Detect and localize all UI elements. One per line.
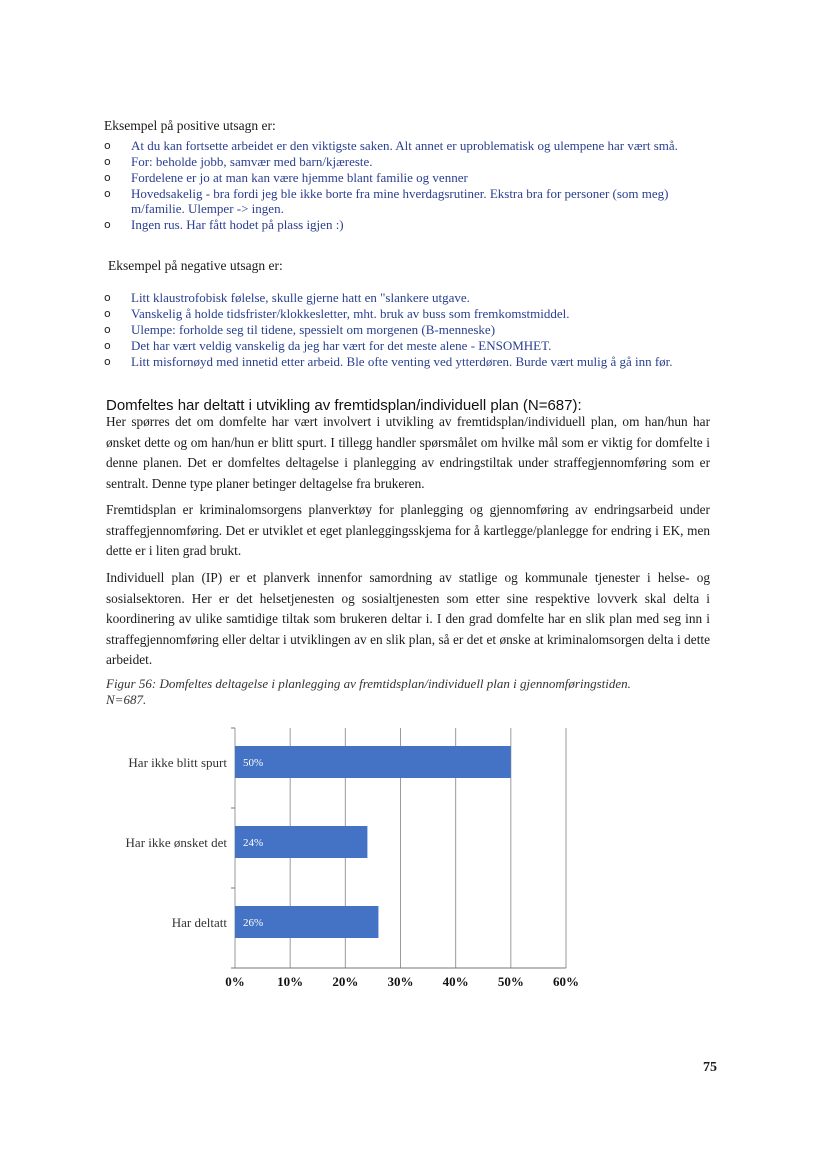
- paragraph: Her spørres det om domfelte har vært involvert i utvikling av fremtidsplan/individuell plan, om han/hun har ønsket dette og om han/hun er blitt spurt. I tillegg handler spørsmålet om hvilke mål som er viktig for domfelte i denne planen. Det er domfeltes deltagelse i planlegging av endringstiltak under straffegjennomføring som er sentralt. Denne type planer betinger deltagelse fra brukeren.: [106, 414, 710, 491]
- list-item: o Vanskelig å holde tidsfrister/klokkesletter, mht. bruk av buss som fremkomstmiddel.: [104, 306, 570, 321]
- bullet-icon: o: [104, 187, 111, 200]
- positive-title: Eksempel på positive utsagn er:: [104, 118, 276, 133]
- bullet-icon: o: [104, 139, 111, 152]
- section-heading: Domfeltes har deltatt i utvikling av fremtidsplan/individuell plan (N=687):: [106, 397, 582, 414]
- list-item: o Fordelene er jo at man kan være hjemme blant familie og venner: [104, 170, 468, 185]
- bullet-icon: o: [104, 218, 111, 231]
- bar-value-label: 26%: [243, 917, 264, 929]
- x-tick-label: 30%: [387, 974, 414, 989]
- x-tick-label: 10%: [277, 974, 304, 989]
- bullet-icon: o: [104, 323, 111, 336]
- bar-value-label: 24%: [243, 837, 264, 849]
- list-item: o Ulempe: forholde seg til tidene, spessielt om morgenen (B-menneske): [104, 322, 496, 337]
- list-item: o Litt klaustrofobisk følelse, skulle gjerne hatt en "slankere utgave.: [104, 290, 470, 305]
- list-item: o Ingen rus. Har fått hodet på plass igjen :): [104, 217, 344, 232]
- list-item: o Hovedsakelig - bra fordi jeg ble ikke borte fra mine hverdagsrutiner. Ekstra bra for personer (som meg) m/familie. Ulemper -> ingen.: [104, 186, 669, 216]
- caption-line: N=687.: [106, 692, 147, 707]
- list-item: o At du kan fortsette arbeidet er den viktigste saken. Alt annet er uproblematisk og ulempene har vært små.: [104, 138, 678, 153]
- list-item: o For: beholde jobb, samvær med barn/kjæreste.: [104, 154, 373, 169]
- caption-line: Figur 56: Domfeltes deltagelse i planlegging av fremtidsplan/individuell plan i gjennomføringstiden.: [106, 676, 631, 691]
- bullet-icon: o: [104, 171, 111, 184]
- bar-value-label: 50%: [243, 757, 264, 769]
- negative-title: Eksempel på negative utsagn er:: [108, 258, 283, 273]
- x-tick-label: 20%: [332, 974, 359, 989]
- list-item: o Litt misfornøyd med innetid etter arbeid. Ble ofte venting ved ytterdøren. Burde vært mulig å gå inn før.: [104, 354, 673, 369]
- bullet-icon: o: [104, 307, 111, 320]
- bullet-icon: o: [104, 155, 111, 168]
- x-tick-label: 50%: [497, 974, 524, 989]
- paragraph: Fremtidsplan er kriminalomsorgens planverktøy for planlegging og gjennomføring av endringsarbeid under straffegjennomføring. Det er utviklet et eget planleggingsskjema for å kartlegge/planlegge for endring i EK, men dette er i liten grad brukt.: [106, 502, 710, 558]
- x-tick-label: 0%: [225, 974, 245, 989]
- x-tick-label: 40%: [442, 974, 469, 989]
- category-label: Har ikke ønsket det: [125, 835, 227, 850]
- paragraph: Individuell plan (IP) er et planverk innenfor samordning av statlige og kommunale tjenester i helse- og sosialsektoren. Her er det helsetjenesten og sosialtjenesten som etter sine respektive lovverk skal delta i koordinering av ulike samtidige tiltak som brukeren deltar i. I den grad domfelte har en slik plan med seg inn i straffegjennomføring eller deltar i utviklingen av en slik plan, så er det et ønske at kriminalomsorgen delta i dette arbeidet.: [106, 570, 710, 667]
- page-number: 75: [703, 1060, 717, 1075]
- bullet-icon: o: [104, 339, 111, 352]
- category-label: Har deltatt: [171, 915, 227, 930]
- bullet-icon: o: [104, 355, 111, 368]
- list-item: o Det har vært veldig vanskelig da jeg har vært for det meste alene - ENSOMHET.: [104, 338, 552, 353]
- bar: [235, 746, 511, 778]
- bullet-icon: o: [104, 291, 111, 304]
- x-tick-label: 60%: [553, 974, 579, 989]
- category-label: Har ikke blitt spurt: [128, 755, 227, 770]
